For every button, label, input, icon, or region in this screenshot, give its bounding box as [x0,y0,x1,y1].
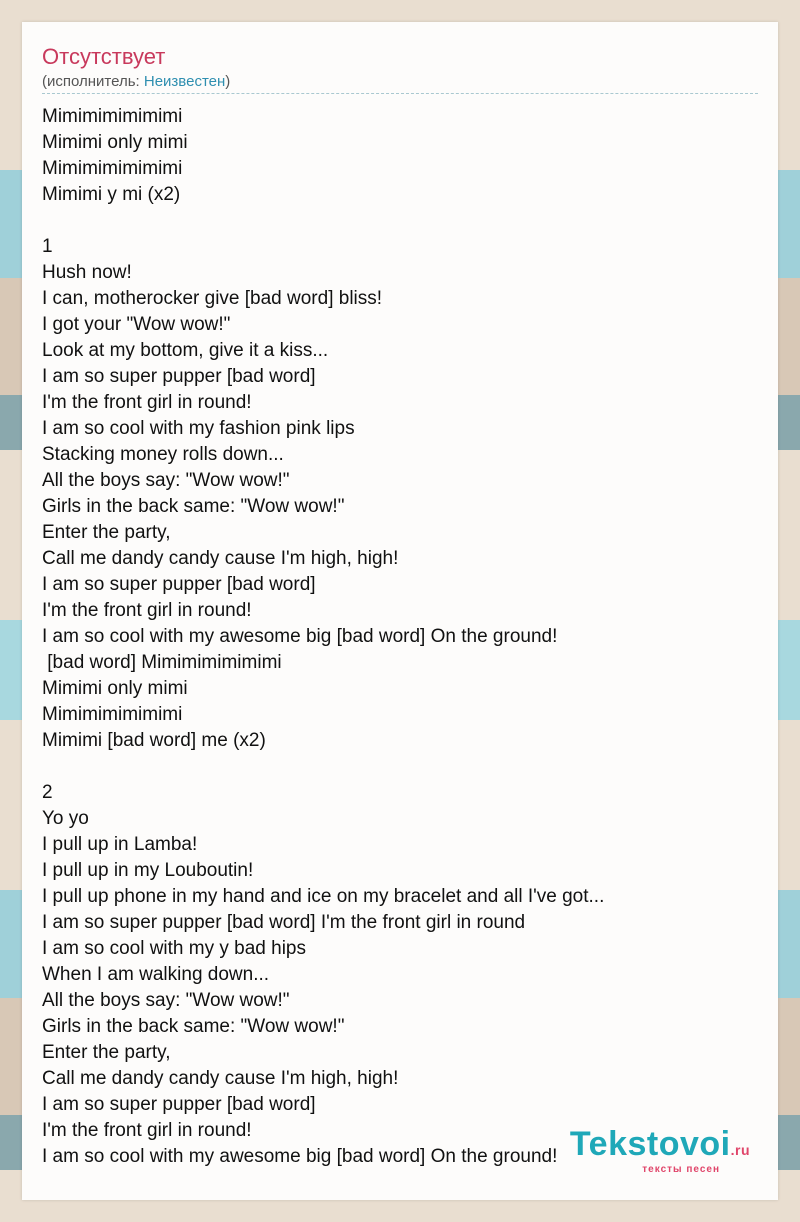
lyric-line: Enter the party, [42,522,171,543]
artist-prefix: (исполнитель: [42,73,144,90]
lyric-line: Mimimi only mimi [42,132,188,153]
lyric-line: Girls in the back same: "Wow wow!" [42,1016,345,1037]
lyric-line: Look at my bottom, give it a kiss... [42,340,329,361]
lyric-line: I pull up in Lamba! [42,834,198,855]
lyric-line [42,754,758,780]
lyric-line: I am so super pupper [bad word] [42,574,316,595]
lyric-line: Mimimi only mimi [42,678,188,699]
lyric-line: I am so cool with my awesome big [bad word] On the ground! [42,1146,558,1167]
lyric-line: I am so super pupper [bad word] [42,1094,316,1115]
lyric-line: When I am walking down... [42,964,270,985]
lyric-line: Mimimimimimimi [42,158,183,179]
song-title: Отсутствует [42,44,166,69]
lyrics-card [22,22,778,1200]
lyric-line: 1 [42,236,53,257]
lyric-line: I am so super pupper [bad word] [42,366,316,387]
lyric-line: Stacking money rolls down... [42,444,284,465]
logo-tld: .ru [730,1142,750,1158]
lyric-line: Call me dandy candy cause I'm high, high! [42,548,399,569]
lyric-line: I'm the front girl in round! [42,600,252,621]
logo-tagline: тексты песен [642,1164,720,1175]
lyric-line: Mimimi [bad word] me (x2) [42,730,266,751]
lyric-line: 2 [42,782,53,803]
lyric-line: I am so super pupper [bad word] I'm the front girl in round [42,912,526,933]
lyric-line: Girls in the back same: "Wow wow!" [42,496,345,517]
lyric-line: Call me dandy candy cause I'm high, high! [42,1068,399,1089]
lyric-line: Enter the party, [42,1042,171,1063]
artist-suffix: ) [225,73,231,90]
logo-name: Tekstovoi [569,1125,731,1163]
lyric-line: I am so cool with my fashion pink lips [42,418,355,439]
lyric-line: I'm the front girl in round! [42,1120,252,1141]
artist-link[interactable]: Неизвестен [143,73,226,90]
lyric-line: I am so cool with my y bad hips [42,938,306,959]
lyrics-text [42,104,758,1170]
lyric-line: Mimimi y mi (x2) [42,184,181,205]
lyric-line: Mimimimimimimi [42,106,183,127]
site-logo[interactable] [570,1127,750,1175]
lyric-line: Hush now! [42,262,132,283]
lyric-line: I can, motherocker give [bad word] bliss! [42,288,383,309]
lyric-line: [bad word] Mimimimimimimi [42,652,282,673]
artist-line [42,72,230,92]
lyric-line: I pull up in my Louboutin! [42,860,254,881]
lyric-line: All the boys say: "Wow wow!" [42,470,290,491]
lyric-line: Mimimimimimimi [42,704,183,725]
lyric-line: Yo yo [42,808,89,829]
divider [42,93,758,94]
lyric-line: I pull up phone in my hand and ice on my bracelet and all I've got... [42,886,605,907]
lyric-line: I am so cool with my awesome big [bad word] On the ground! [42,626,558,647]
lyric-line [42,208,758,234]
lyric-line: All the boys say: "Wow wow!" [42,990,290,1011]
lyric-line: I got your "Wow wow!" [42,314,231,335]
lyric-line: I'm the front girl in round! [42,392,252,413]
